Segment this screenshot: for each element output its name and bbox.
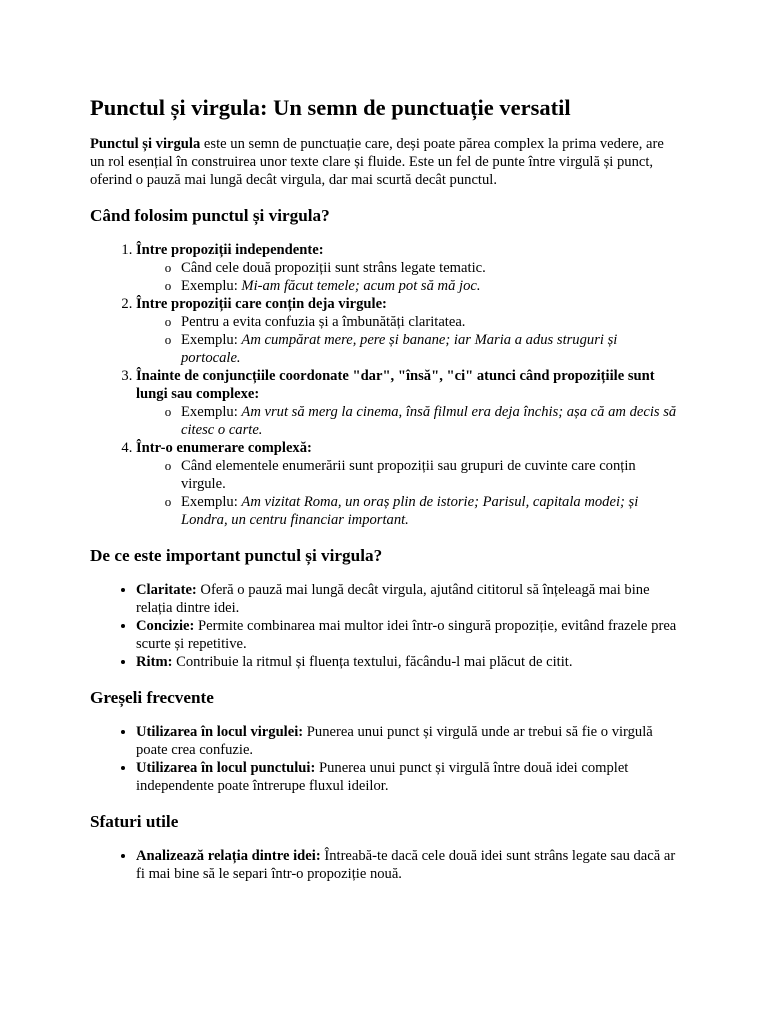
example-text: Am vizitat Roma, un oraș plin de istorie; Parisul, capitala modei; și Londra, un centru financiar important. xyxy=(181,494,639,528)
sub-item-text: Exemplu: xyxy=(181,278,242,294)
example-text: Am cumpărat mere, pere și banane; iar Maria a adus struguri și portocale. xyxy=(181,332,618,366)
list-item xyxy=(136,295,680,367)
list-item xyxy=(136,723,680,759)
section-heading-usage: Când folosim punctul și virgula? xyxy=(90,206,330,225)
section-heading-tips: Sfaturi utile xyxy=(90,812,179,831)
sub-list xyxy=(136,457,680,529)
list-item xyxy=(136,439,680,529)
sub-list-item xyxy=(181,277,680,295)
sub-list xyxy=(136,403,680,439)
list-item xyxy=(136,581,680,617)
bullet-text: Întreabă-te dacă cele două idei sunt strâns legate sau dacă ar fi mai bine să le separi într-o propoziție nouă. xyxy=(136,848,676,882)
intro-paragraph xyxy=(90,135,680,189)
sub-item-text: Exemplu: xyxy=(181,494,242,510)
sub-item-text: Când elementele enumerării sunt propoziții sau grupuri de cuvinte care conțin virgule. xyxy=(181,458,636,492)
bullet-bold: Utilizarea în locul punctului: xyxy=(136,760,316,776)
section-heading-mistakes: Greșeli frecvente xyxy=(90,688,214,707)
section-heading-importance: De ce este important punctul și virgula? xyxy=(90,546,383,565)
list-item xyxy=(136,617,680,653)
bullet-text: Contribuie la ritmul și fluența textului, făcându-l mai plăcut de citit. xyxy=(172,654,573,670)
sub-item-text: Când cele două propoziții sunt strâns legate tematic. xyxy=(181,260,486,276)
list-item-title: Într-o enumerare complexă: xyxy=(136,440,312,456)
sub-list-item xyxy=(181,331,680,367)
intro-bold: Punctul și virgula xyxy=(90,136,201,152)
sub-list-item xyxy=(181,493,680,529)
bullet-bold: Ritm: xyxy=(136,654,173,670)
list-item xyxy=(136,847,680,883)
list-item-title: Înainte de conjuncțiile coordonate "dar", "însă", "ci" atunci când propozițiile sunt lungi sau complexe: xyxy=(136,368,655,402)
list-item xyxy=(136,241,680,295)
example-text: Am vrut să merg la cinema, însă filmul era deja închis; așa că am decis să citesc o carte. xyxy=(181,404,677,438)
list-item-title: Între propoziții care conțin deja virgule: xyxy=(136,296,387,312)
example-text: Mi-am făcut temele; acum pot să mă joc. xyxy=(241,278,481,294)
sub-list xyxy=(136,259,680,295)
list-item xyxy=(136,367,680,439)
sub-item-text: Exemplu: xyxy=(181,404,242,420)
mistakes-list xyxy=(90,723,680,795)
bullet-bold: Analizează relația dintre idei: xyxy=(136,848,321,864)
bullet-text: Punerea unui punct și virgulă între două idei complet independente poate întrerupe fluxul ideilor. xyxy=(136,760,629,794)
bullet-bold: Concizie: xyxy=(136,618,195,634)
sub-list-item xyxy=(181,313,680,331)
list-item xyxy=(136,759,680,795)
sub-list-item xyxy=(181,403,680,439)
tips-list xyxy=(90,847,680,883)
intro-text: este un semn de punctuație care, deși poate părea complex la prima vedere, are un rol esențial în construirea unor texte clare și fluide. Este un fel de punte între virgulă și punct, oferind o pauză mai lungă decât virgula, dar mai scurtă decât punctul. xyxy=(90,136,664,188)
bullet-text: Punerea unui punct și virgulă unde ar trebui să fie o virgulă poate crea confuzie. xyxy=(136,724,653,758)
list-item xyxy=(136,653,680,671)
bullet-text: Permite combinarea mai multor idei într-o singură propoziție, evitând frazele prea scurte și repetitive. xyxy=(136,618,677,652)
sub-list-item xyxy=(181,259,680,277)
importance-list xyxy=(90,581,680,671)
list-item-title: Între propoziții independente: xyxy=(136,242,324,258)
usage-list xyxy=(90,241,680,529)
sub-list-item xyxy=(181,457,680,493)
sub-item-text: Pentru a evita confuzia și a îmbunătăți claritatea. xyxy=(181,314,466,330)
bullet-text: Oferă o pauză mai lungă decât virgula, ajutând cititorul să înțeleagă mai bine relația dintre idei. xyxy=(136,582,650,616)
bullet-bold: Utilizarea în locul virgulei: xyxy=(136,724,304,740)
page-title: Punctul și virgula: Un semn de punctuație versatil xyxy=(90,95,571,120)
sub-item-text: Exemplu: xyxy=(181,332,242,348)
bullet-bold: Claritate: xyxy=(136,582,197,598)
sub-list xyxy=(136,313,680,367)
